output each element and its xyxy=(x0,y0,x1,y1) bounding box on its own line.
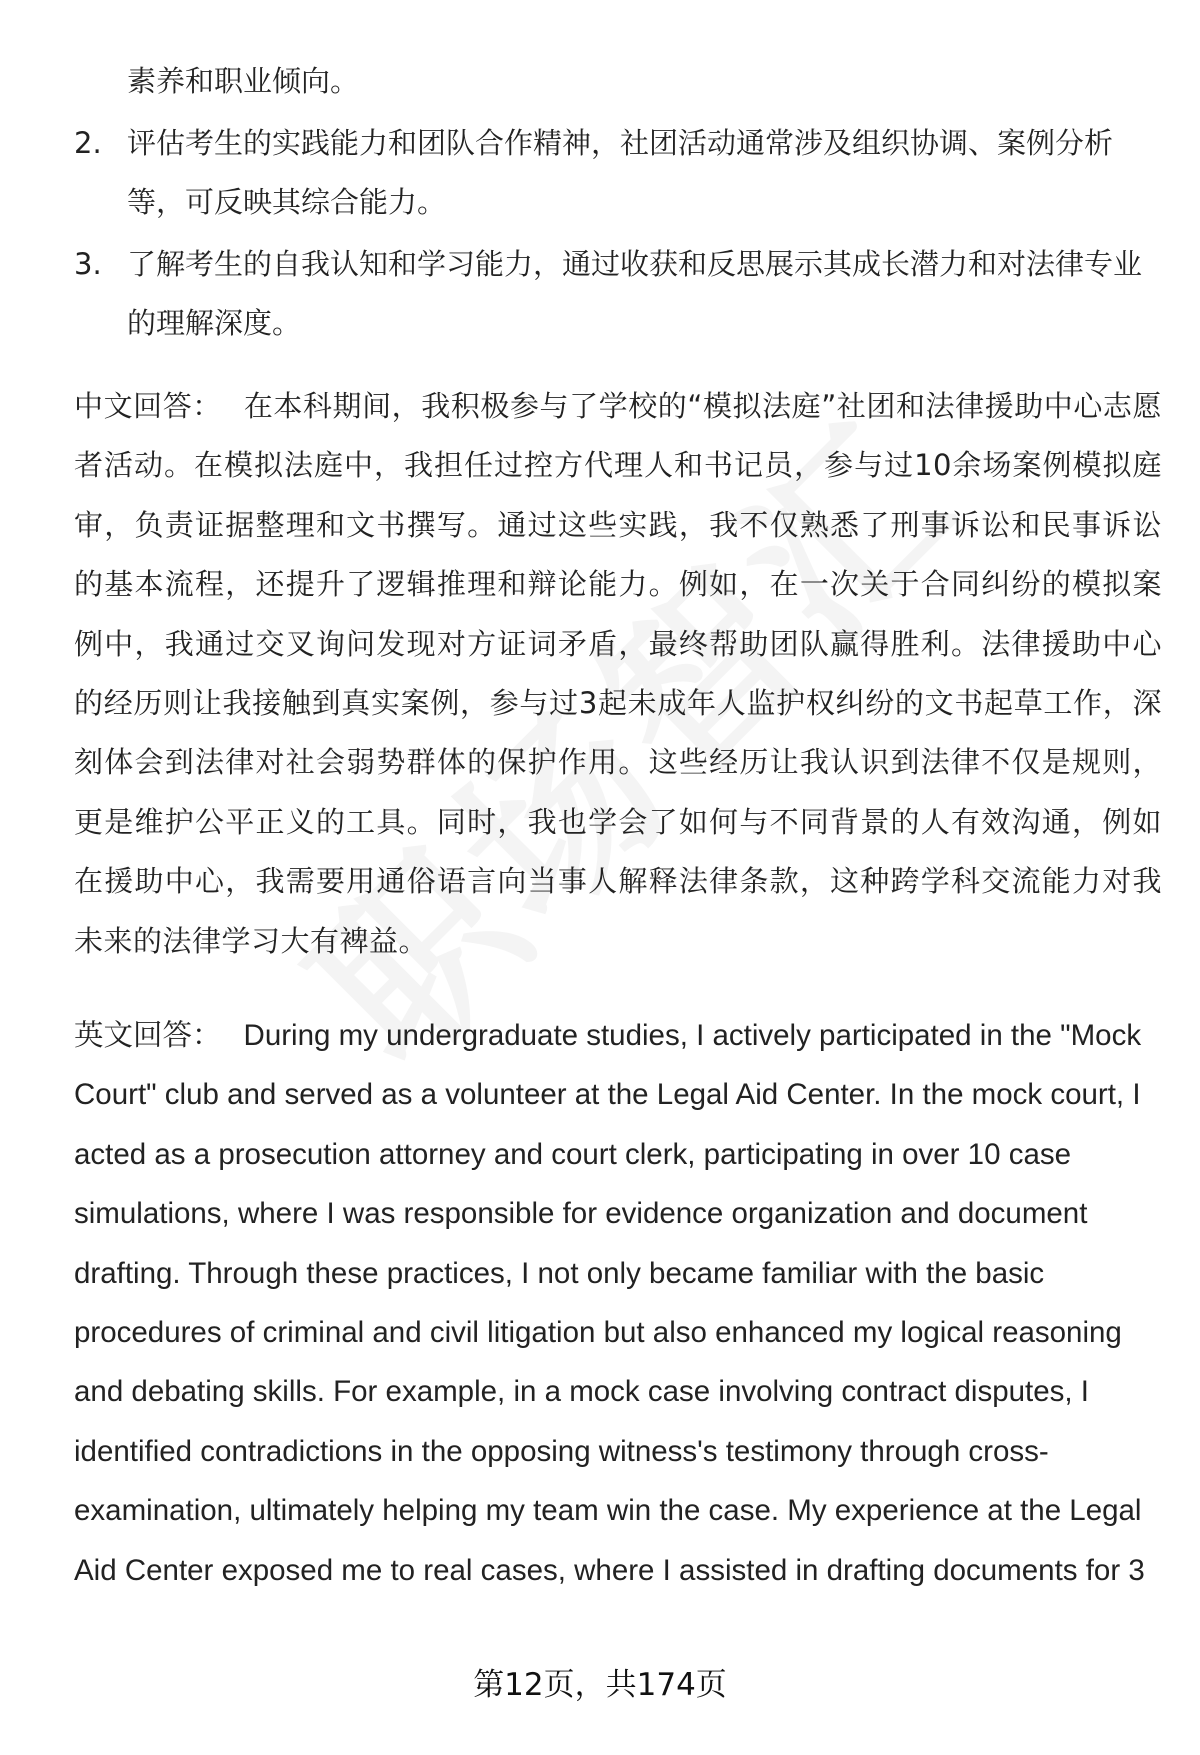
list-item-continuation: 素养和职业倾向。 xyxy=(127,64,360,98)
english-answer xyxy=(74,1006,1162,1600)
page-number: 第12页，共174页 xyxy=(473,1667,727,1703)
list-item xyxy=(74,114,1154,232)
list-item-text: 评估考生的实践能力和团队合作精神，社团活动通常涉及组织协调、案例分析等，可反映其综合能力。 xyxy=(127,126,1114,219)
list-item xyxy=(74,235,1154,353)
list-item-number: 2. xyxy=(74,126,102,160)
english-answer-label: 英文回答： xyxy=(74,1019,222,1052)
chinese-answer-text: 在本科期间，我积极参与了学校的“模拟法庭”社团和法律援助中心志愿者活动。在模拟法庭中，我担任过控方代理人和书记员，参与过10余场案例模拟庭审，负责证据整理和文书撰写。通过这些实践，我不仅熟悉了刑事诉讼和民事诉讼的基本流程，还提升了逻辑推理和辩论能力。例如，在一次关于合同纠纷的模拟案例中，我通过交叉询问发现对方证词矛盾，最终帮助团队赢得胜利。法律援助中心的经历则让我接触到真实案例，参与过3起未成年人监护权纠纷的文书起草工作，深刻体会到法律对社会弱势群体的保护作用。这些经历让我认识到法律不仅是规则，更是维护公平正义的工具。同时，我也学会了如何与不同背景的人有效沟通，例如在援助中心，我需要用通俗语言向当事人解释法律条款，这种跨学科交流能力对我未来的法律学习大有裨益。 xyxy=(74,389,1162,958)
list-item-number: 3. xyxy=(74,247,102,281)
chinese-answer-label: 中文回答： xyxy=(74,389,222,423)
chinese-answer xyxy=(74,377,1162,971)
list-item-text: 了解考生的自我认知和学习能力，通过收获和反思展示其成长潜力和对法律专业的理解深度。 xyxy=(127,247,1143,340)
english-answer-text: During my undergraduate studies, I actively participated in the "Mock Court" club and served as a volunteer at the Legal Aid Center. In the mock court, I acted as a prosecution attorney and court clerk, participating in over 10 case simulations, where I was responsible for evidence organization and document drafting. Through these practices, I not only became familiar with the basic procedures of criminal and civil litigation but also enhanced my logical reasoning and debating skills. For example, in a mock case involving contract disputes, I identified contradictions in the opposing witness's testimony through cross-examination, ultimately helping my team win the case. My experience at the Legal Aid Center exposed me to real cases, where I assisted in drafting documents for 3 xyxy=(74,1019,1145,1587)
numbered-list xyxy=(74,52,1154,353)
